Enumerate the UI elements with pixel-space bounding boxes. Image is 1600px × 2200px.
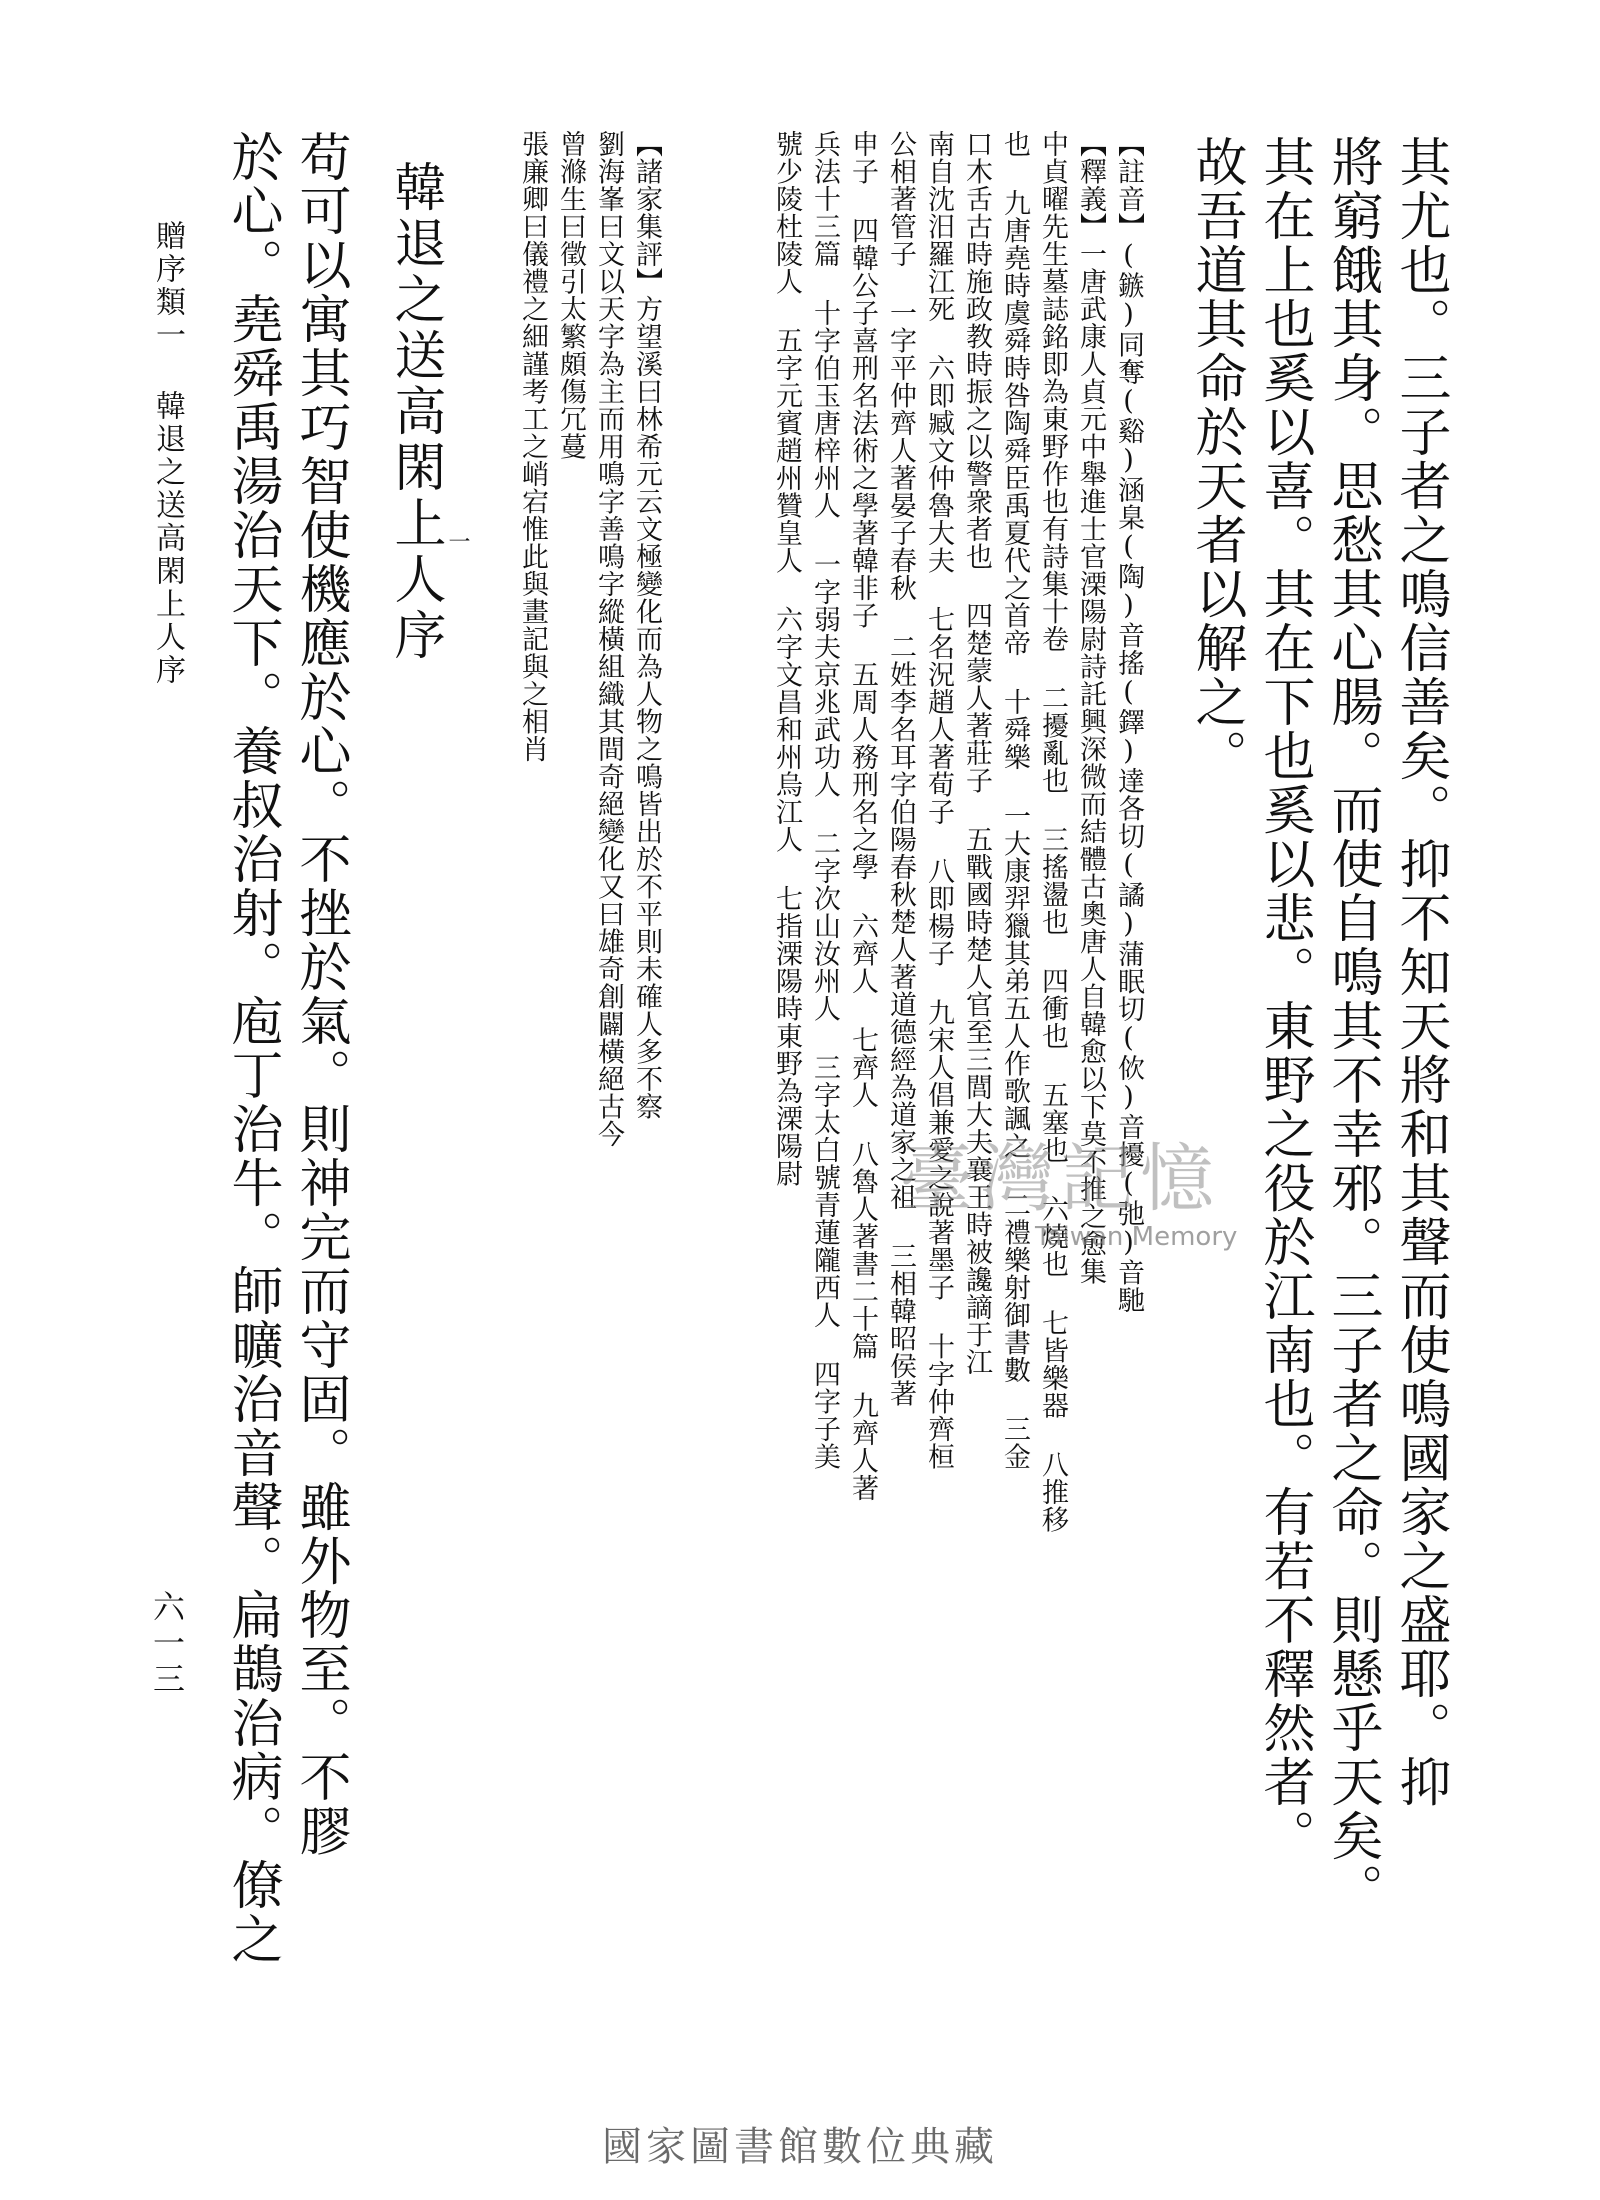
note-pronunciation: 【註音】(鏃)同奪(谿)涵臬(陶)音搖(鐸)達各切(譎)蒲眠切(佽)音擾(弛)音馳 <box>1113 130 1144 1314</box>
section-text-column-2: 於心。堯舜禹湯治天下。養叔治射。庖丁治牛。師曠治音聲。扁鵲治病。僚之 <box>222 130 282 1966</box>
note-commentary-4: 張廉卿曰儀禮之細謹考工之峭宕惟此與畫記與之相肖 <box>517 130 548 763</box>
note-explanation-3: 也 九唐堯時虞舜時咎陶舜臣禹夏代之首帝 十舜樂 一大康羿獵其弟五人作歌諷之 二禮樂射御書數 三金 <box>999 130 1030 1470</box>
note-explanation-2: 中貞曜先生墓誌銘即為東野作也有詩集十卷 二擾亂也 三搖盪也 四衝也 五塞也 六燒也 七皆樂器 八推移 <box>1037 130 1068 1533</box>
note-explanation-7: 申子 四韓公子喜刑名法術之學著韓非子 五周人務刑名之學 六齊人 七齊人 八魯人著書二十篇 九齊人著 <box>847 130 878 1502</box>
main-text-column-4: 故吾道其命於天者以解之。 <box>1186 135 1246 783</box>
section-text-column-1: 苟可以寓其巧智使機應於心。不挫於氣。則神完而守固。雖外物至。不膠 <box>290 130 350 1858</box>
main-text-column-2: 將窮餓其身。思愁其心腸。而使自鳴其不幸邪。三子者之命。則懸乎天矣。 <box>1322 135 1382 1917</box>
margin-header: 贈序類一 韓退之送高閑上人序 <box>150 220 185 687</box>
note-explanation-5: 南自沈汨羅江死 六即臧文仲魯大夫 七名況趙人著荀子 八即楊子 九宋人倡兼愛之說著墨子 十字仲齊桓 <box>923 130 954 1470</box>
title-note-marker: 一 <box>445 530 470 552</box>
note-commentary-1: 【諸家集評】方望溪曰林希元云文極變化而為人物之鳴皆出於不平則未確人多不察 <box>631 130 662 1120</box>
note-explanation-6: 公相著管子 一字平仲齊人著晏子春秋 二姓李名耳字伯陽春秋楚人著道德經為道家之祖 三相韓昭侯著 <box>885 130 916 1407</box>
note-explanation-8: 兵法十三篇 十字伯玉唐梓州人 一字弱夫京兆武功人 二字次山汝州人 三字太白號青蓮隴西人 四字子美 <box>809 130 840 1470</box>
note-explanation-1: 【釋義】一唐武康人貞元中舉進士官溧陽尉詩託興深微而結體古奧唐人自韓愈以下莫不推之愈集 <box>1075 130 1106 1285</box>
watermark-english: Taiwan Memory <box>1035 1222 1238 1252</box>
note-explanation-4: 口木舌古時施政教時振之以警衆者也 四楚蒙人著莊子 五戰國時楚人官至三閭大夫襄王時被讒謫于江 <box>961 130 992 1376</box>
section-title: 韓退之送高閑上人序 <box>385 160 445 664</box>
footer-caption: 國家圖書館數位典藏 <box>602 2124 998 2170</box>
page-number: 六一三 <box>148 1590 186 1698</box>
watermark-logo: 臺灣記憶 <box>900 1136 1220 1222</box>
main-text-column-3: 其在上也奚以喜。其在下也奚以悲。東野之役於江南也。有若不釋然者。 <box>1254 135 1314 1863</box>
note-commentary-3: 曾滌生曰徵引太繁頗傷冗蔓 <box>555 130 586 460</box>
note-explanation-9: 號少陵杜陵人 五字元賓趙州贊皇人 六字文昌和州烏江人 七指溧陽時東野為溧陽尉 <box>771 130 802 1187</box>
main-text-column-1: 其尤也。三子者之鳴信善矣。抑不知天將和其聲而使鳴國家之盛耶。抑 <box>1390 135 1450 1809</box>
note-commentary-2: 劉海峯曰文以天字為主而用鳴字善鳴字縱橫組織其間奇絕變化又曰雄奇創闢橫絕古今 <box>593 130 624 1148</box>
